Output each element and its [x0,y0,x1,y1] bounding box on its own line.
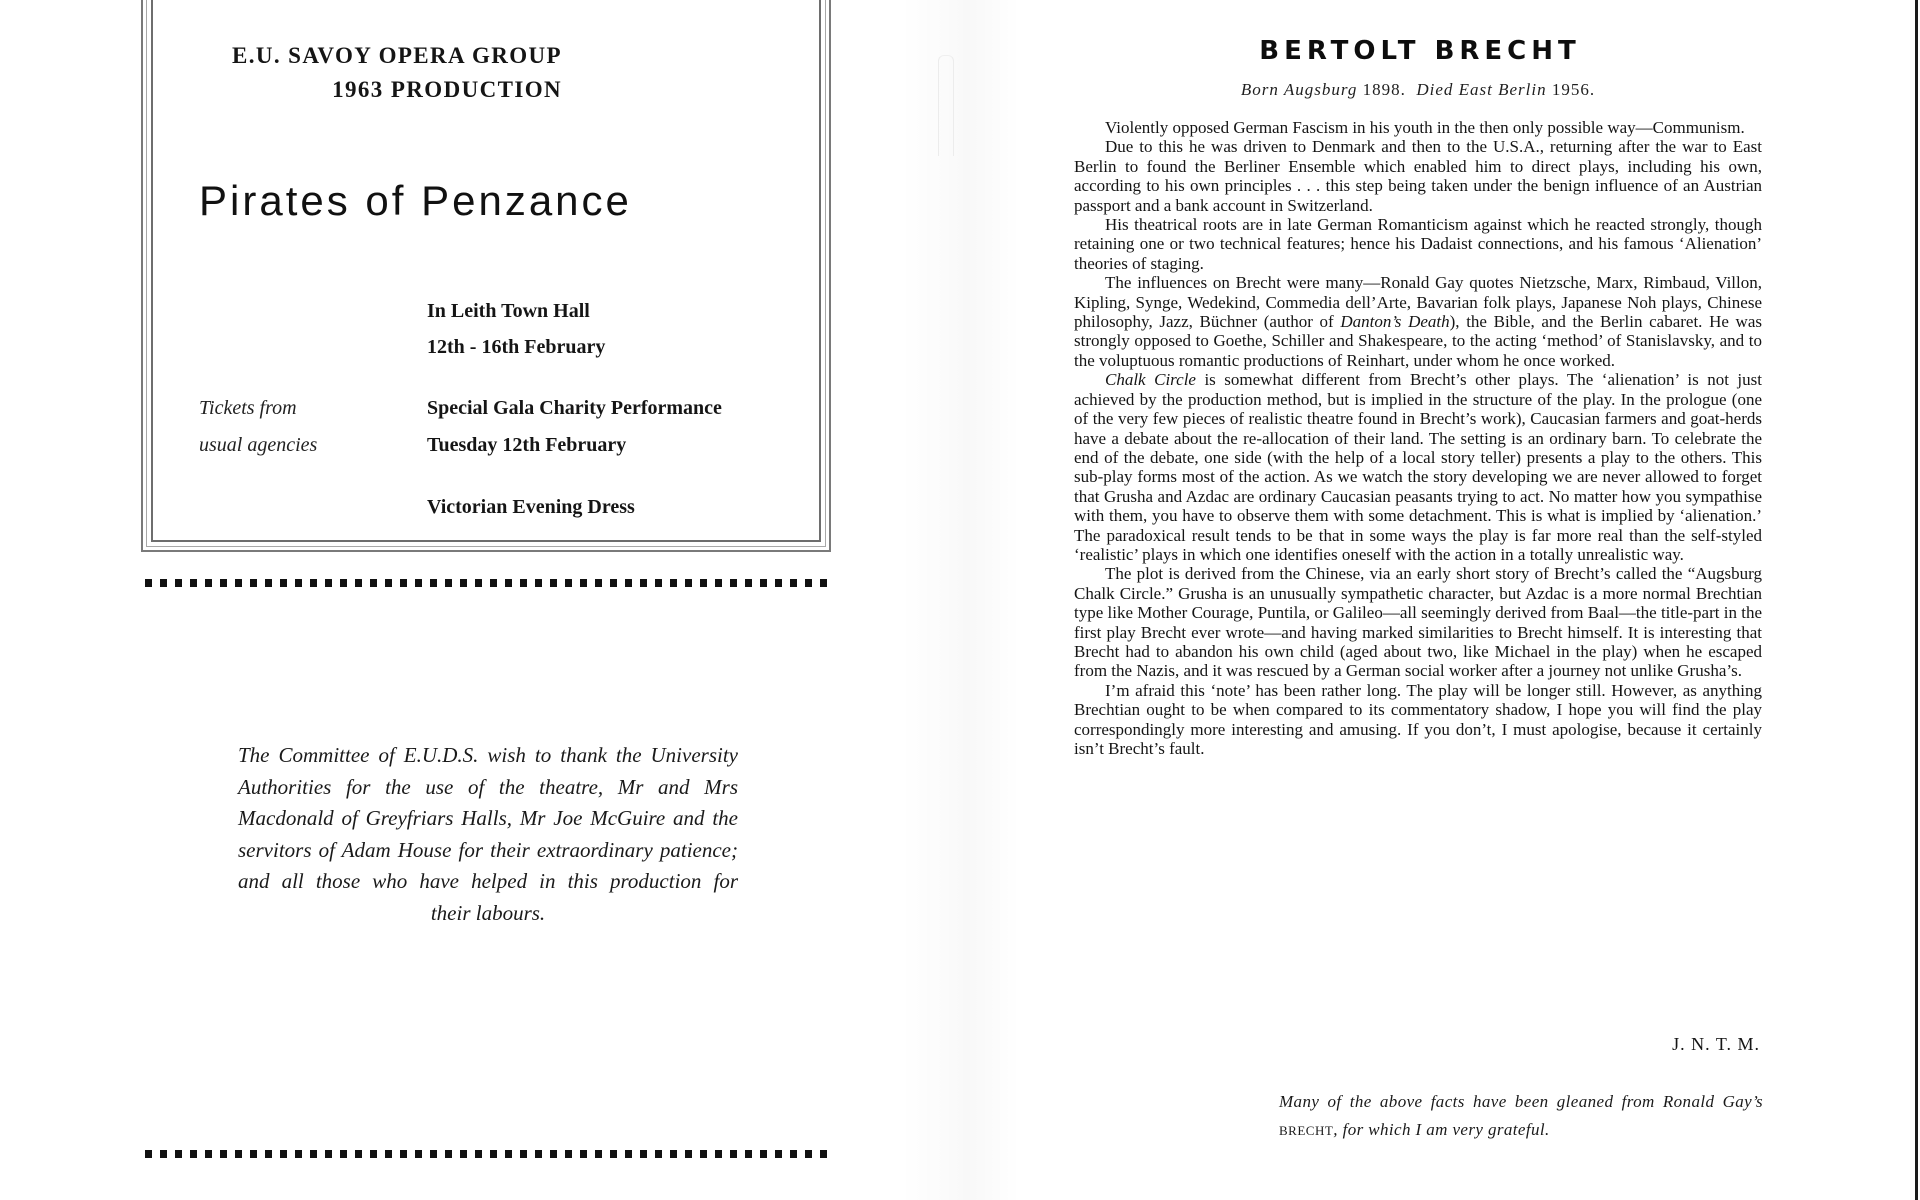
author-initials: J. N. T. M. [1672,1034,1760,1054]
gala-performance: Special Gala Charity Performance [427,397,722,419]
tickets-note-line-2: usual agencies [199,434,318,456]
died-year: 1956. [1551,80,1596,99]
footnote-end: , for which I am very grateful. [1333,1120,1550,1139]
gala-date: Tuesday 12th February [427,434,627,456]
footnote-book-title: BRECHT [1279,1123,1334,1138]
play-title-chalk-circle: Chalk Circle [1105,370,1196,390]
book-title-dantons-death: Danton’s Death [1340,312,1450,332]
acknowledgement-body: The Committee of E.U.D.S. wish to thank the University Authorities for the use of the theatre, Mr and Mrs Macdonald of Greyfriars Halls, Mr Joe McGuire and the servitors of Adam House for their extraordinary patience; and all those who have helped in this production for [238,743,738,893]
show-title: Pirates of Penzance [199,177,632,224]
born-label: Born Augsburg [1240,80,1358,99]
tickets-note-line-1: Tickets from [199,397,297,419]
paragraph-4-end: ), the Bible, and the Berlin cabaret. He was strongly opposed to Goethe, Schiller and Shakespeare, to the acting ‘method’ of Stanislavsky, and to the voluptuous romantic productions of Reinhart, under whom he once worked. [1074,312,1762,370]
paragraph-1: Violently opposed German Fascism in his youth in the then only possible way—Communism. [1105,118,1745,137]
paragraph-4-start: The influences on Brecht were many—Ronald Gay quotes Nietzsche, Marx, Rimbaud, Villon, Kipling, Synge, Wedekind, Commedia dell’Arte, Bavarian folk plays, Japanese Noh plays, Chinese philosophy, Jazz, Büchner (author of [1074,273,1762,332]
dress-code: Victorian Evening Dress [427,496,635,518]
performance-dates: 12th - 16th February [427,336,606,358]
paragraph-4 [1074,273,1762,370]
died-label: Died East Berlin [1416,80,1547,99]
footnote-start: Many of the above facts have been gleaned from Ronald Gay’s [1279,1092,1763,1111]
paragraph-7: I’m afraid this ‘note’ has been rather long. The play will be longer still. However, as anything Brechtian ought to be when compared to its commentatory shadow, I hope you will find the play correspondingly more interesting and amusing. If you don’t, I must apologise, because it certainly isn’t Brecht’s fault. [1074,680,1762,758]
paragraph-3: His theatrical roots are in late German Romanticism against which he reacted strongly, though retaining one or two technical features; hence his Dadaist connections, and his famous ‘Alienation’ theories of staging. [1074,215,1762,273]
production-year: 1963 PRODUCTION [332,77,562,102]
acknowledgement-last-line: their labours. [430,900,546,925]
paragraph-6: The plot is derived from the Chinese, via an early short story of Brecht’s called the “Augsburg Chalk Circle.” Grusha is an unusually sympathetic character, but Azdac is a more normal Brechtian type like Mother Courage, Puntila, or Galileo—all seemingly derived from Baal—the title-part in the first play Brecht ever wrote—and having marked similarities to Brecht himself. It is interesting that Brecht had to abandon his own child (aged about two, like Michael in the play) when he escaped from the Nazis, and it was rescued by a German social worker after a journey not unlike Grusha’s. [1074,564,1762,681]
opera-group-name: E.U. SAVOY OPERA GROUP [231,43,562,68]
venue: In Leith Town Hall [427,300,590,322]
source-footnote [1279,1088,1763,1145]
born-year: 1898. [1362,80,1406,99]
article-body [1074,118,1762,758]
article-heading: BERTOLT BRECHT [1259,36,1581,66]
author-life-dates [1178,78,1658,102]
paragraph-2: Due to this he was driven to Denmark and then to the U.S.A., returning after the war to East Berlin to found the Berliner Ensemble which enabled him to direct plays, including his own, according to his own principles . . . this step being taken under the benign influence of an Austrian passport and a bank account in Switzerland. [1074,137,1762,215]
paragraph-5 [1074,370,1762,564]
paragraph-5-text: is somewhat different from Brecht’s other plays. The ‘alienation’ is not just achieved by the production method, but is implied in the structure of the play. In the prologue (one of the very few pieces of realistic theatre found in Brecht’s work), Caucasian farmers and goat-herds have a debate about the re-allocation of their land. The setting is an ordinary barn. To celebrate the end of the debate, one side (with the help of a local story teller) presents a play to the others. This sub-play forms most of the action. As we watch the story developing we are never allowed to forget that Grusha and Azdac are ordinary Caucasian peasants trying to act. No matter how you sympathise with them, you have to observe them with some detachment. This is what is implied by ‘alienation.’ The paradoxical result tends to be that in some ways the play is far more real than the self-styled ‘realistic’ plays in which one identifies oneself with the action in a totally unrealistic way. [1074,370,1762,564]
